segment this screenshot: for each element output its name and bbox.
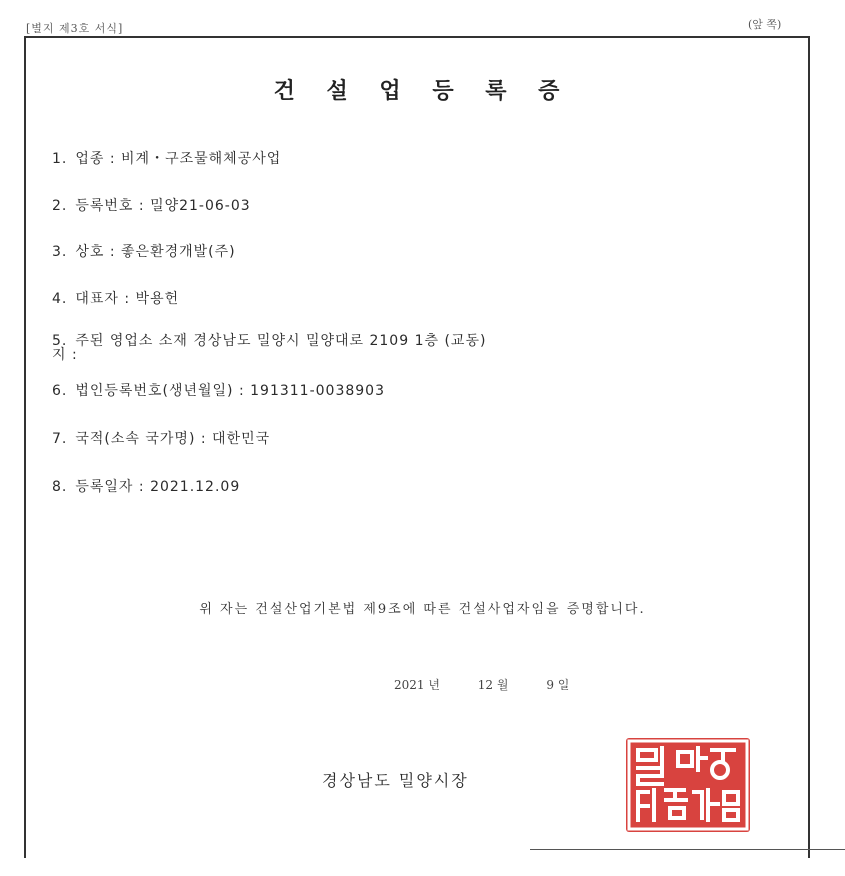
item-registration-date	[52, 476, 240, 496]
item-text: 업종 : 비계・구조물해체공사업	[75, 151, 282, 167]
item-text: 국적(소속 국가명) : 대한민국	[75, 431, 271, 447]
item-office-address	[52, 334, 486, 362]
item-text: 주된 영업소 소재 경상남도 밀양시 밀양대로 2109 1층 (교동)	[75, 333, 487, 349]
item-text: 등록번호 : 밀양21-06-03	[75, 198, 251, 214]
item-number: 5.	[52, 333, 68, 349]
document-title: 건 설 업 등 록 증	[273, 79, 572, 104]
item-text: 대표자 : 박용헌	[75, 291, 180, 307]
item-number: 3.	[52, 244, 68, 260]
item-company-name	[52, 241, 236, 261]
item-text: 상호 : 좋은환경개발(주)	[75, 244, 236, 260]
item-text-continued: 지 :	[52, 347, 78, 363]
item-number: 6.	[52, 383, 68, 399]
date-month-unit: 월	[496, 678, 509, 692]
issue-date	[394, 676, 569, 693]
item-number: 7.	[52, 431, 68, 447]
item-text: 등록일자 : 2021.12.09	[75, 479, 241, 495]
item-registration-number	[52, 195, 251, 215]
item-business-type	[52, 148, 281, 168]
page-side-label: (앞 쪽)	[748, 18, 782, 31]
date-year: 2021	[394, 678, 425, 692]
issuer-name: 경상남도 밀양시장	[322, 771, 469, 790]
item-number: 4.	[52, 291, 68, 307]
item-number: 8.	[52, 479, 68, 495]
date-day-unit: 일	[557, 678, 570, 692]
item-nationality	[52, 428, 270, 448]
item-representative	[52, 288, 179, 308]
item-corporate-number	[52, 380, 385, 400]
item-text: 법인등록번호(생년월일) : 191311-0038903	[75, 383, 385, 399]
date-year-unit: 년	[428, 678, 440, 692]
item-number: 2.	[52, 198, 68, 214]
item-number: 1.	[52, 151, 68, 167]
date-month: 12	[477, 678, 494, 692]
certification-statement: 위 자는 건설산업기본법 제9조에 따른 건설사업자임을 증명합니다.	[199, 602, 646, 617]
bottom-rule	[530, 849, 845, 850]
official-seal-icon	[626, 738, 750, 832]
form-number: [별지 제3호 서식]	[26, 22, 124, 35]
date-day: 9	[546, 678, 554, 692]
